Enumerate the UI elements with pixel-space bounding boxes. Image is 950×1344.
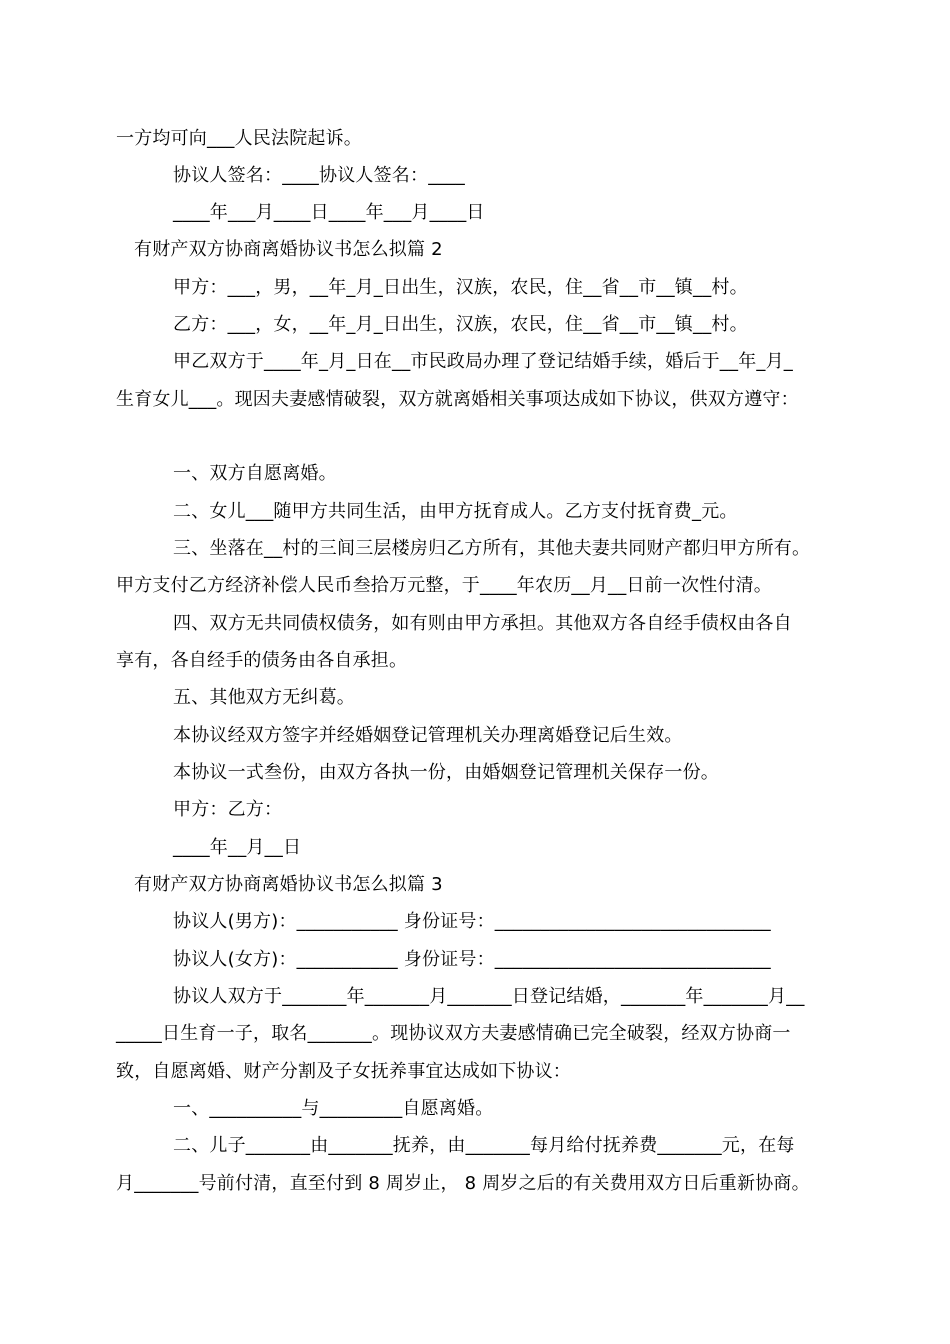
signature-line: 甲方：乙方： [173, 799, 283, 820]
party-a-line: 甲方：___，男，__年_月_日出生，汉族，农民，住__省__市__镇__村。 [173, 277, 748, 298]
text-line: 享有，各自经手的债务由各自承担。 [116, 650, 408, 671]
date-line: ____年___月____日____年___月____日 [173, 202, 485, 223]
text-line: 甲乙双方于____年_月_日在__市民政局办理了登记结婚手续，婚后于__年_月_ [173, 351, 793, 372]
text-line: 一方均可向___人民法院起诉。 [116, 128, 362, 149]
text-line: 本协议一式叁份，由双方各执一份，由婚姻登记管理机关保存一份。 [173, 762, 719, 783]
section-heading: 有财产双方协商离婚协议书怎么拟篇 2 [134, 239, 443, 260]
date-line: ____年__月__日 [173, 837, 302, 858]
clause-line: 一、双方自愿离婚。 [173, 463, 337, 484]
text-line: 本协议经双方签字并经婚姻登记管理机关办理离婚登记后生效。 [173, 725, 683, 746]
clause-line: 三、坐落在__村的三间三层楼房归乙方所有，其他夫妻共同财产都归甲方所有。 [173, 538, 811, 559]
clause-line: 四、双方无共同债权债务，如有则由甲方承担。其他双方各自经手债权由各自 [173, 613, 792, 634]
party-male-line: 协议人(男方)：___________ 身份证号：______________________________ [173, 911, 771, 932]
clause-line: 一、__________与_________自愿离婚。 [173, 1098, 494, 1119]
text-line: 甲方支付乙方经济补偿人民币叁拾万元整，于____年农历__月__日前一次性付清。 [116, 575, 772, 596]
text-line: 协议人双方于_______年_______月_______日登记结婚，_______年_______月__ [173, 986, 805, 1007]
text-line: 生育女儿___。现因夫妻感情破裂，双方就离婚相关事项达成如下协议，供双方遵守： [116, 389, 799, 410]
clause-line: 二、儿子_______由_______抚养，由_______每月给付抚养费_______元，在每 [173, 1135, 795, 1156]
party-b-line: 乙方：___，女，__年_月_日出生，汉族，农民，住__省__市__镇__村。 [173, 314, 748, 335]
clause-line: 五、其他双方无纠葛。 [173, 687, 355, 708]
party-female-line: 协议人(女方)：___________ 身份证号：______________________________ [173, 949, 771, 970]
signature-line: 协议人签名：____协议人签名：____ [173, 165, 465, 186]
text-line: 致，自愿离婚、财产分割及子女抚养事宜达成如下协议： [116, 1061, 571, 1082]
clause-line: 二、女儿___随甲方共同生活，由甲方抚育成人。乙方支付抚育费_元。 [173, 501, 738, 522]
section-heading: 有财产双方协商离婚协议书怎么拟篇 3 [134, 874, 443, 895]
text-line: _____日生育一子，取名_______。现协议双方夫妻感情确已完全破裂，经双方协商一 [116, 1023, 791, 1044]
text-line: 月_______号前付清，直至付到 8 周岁止， 8 周岁之后的有关费用双方日后重新协商。 [116, 1173, 810, 1194]
